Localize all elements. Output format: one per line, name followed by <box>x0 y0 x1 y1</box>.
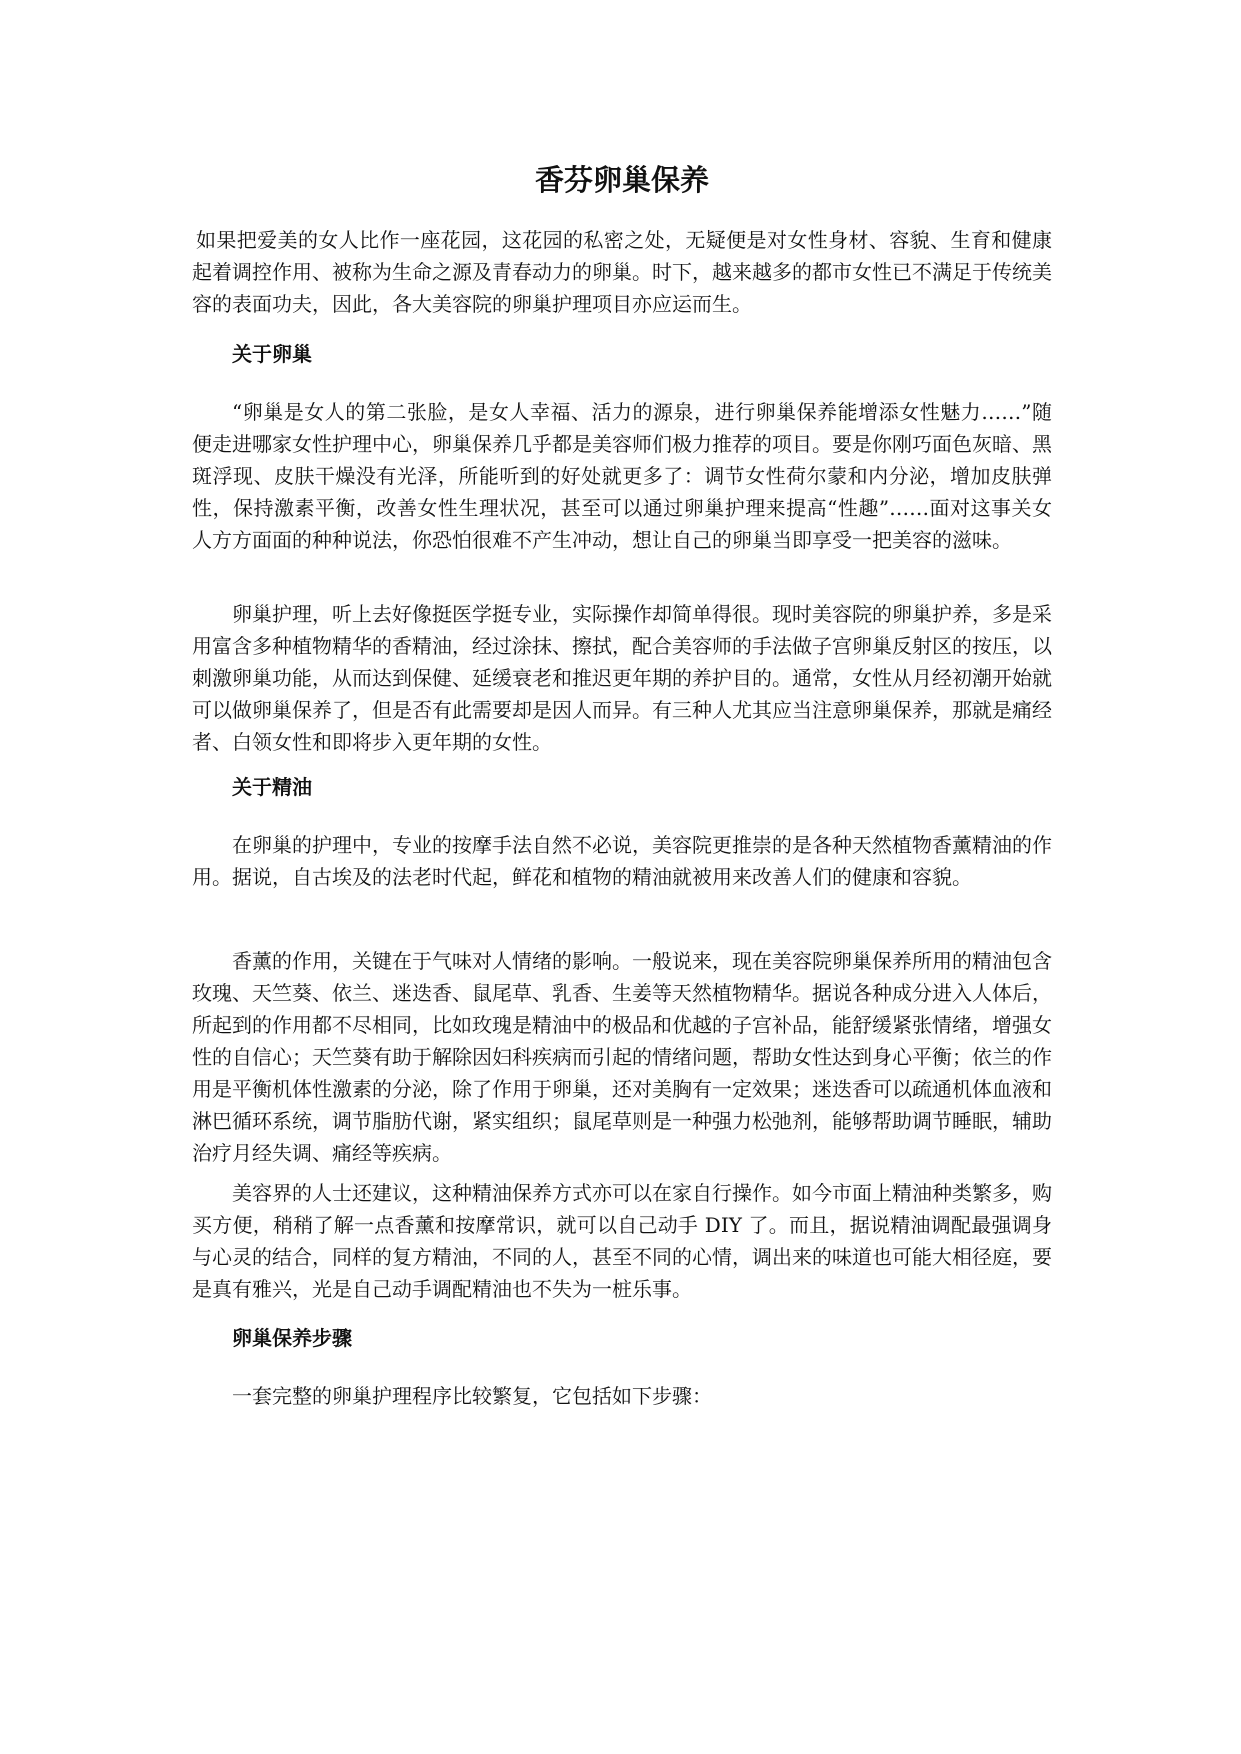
intro-paragraph: 如果把爱美的女人比作一座花园，这花园的私密之处，无疑便是对女性身材、容貌、生育和健康起着调控作用、被称为生命之源及青春动力的卵巢。时下，越来越多的都市女性已不满足于传统美容的表面功夫，因此，各大美容院的卵巢护理项目亦应运而生。 <box>192 228 1052 316</box>
document-title: 香芬卵巢保养 <box>534 163 709 197</box>
paragraph-oil-3: 美容界的人士还建议，这种精油保养方式亦可以在家自行操作。如今市面上精油种类繁多，购买方便，稍稍了解一点香薰和按摩常识，就可以自己动手 DIY 了。而且，据说精油调配最强调身与心灵的结合，同样的复方精油，不同的人，甚至不同的心情，调出来的味道也可能大相径庭，要是真有雅兴，光是自己动手调配精油也不失为一桩乐事。 <box>192 1181 1052 1301</box>
paragraph-oil-1: 在卵巢的护理中，专业的按摩手法自然不必说，美容院更推崇的是各种天然植物香薰精油的作用。据说，自古埃及的法老时代起，鲜花和植物的精油就被用来改善人们的健康和容貌。 <box>192 833 1052 889</box>
section-heading-essential-oil: 关于精油 <box>232 775 312 799</box>
paragraph-ovary-1: “卵巢是女人的第二张脸，是女人幸福、活力的源泉，进行卵巢保养能增添女性魅力……”随便走进哪家女性护理中心，卵巢保养几乎都是美容师们极力推荐的项目。要是你刚巧面色灰暗、黑斑浮现、皮肤干燥没有光泽，所能听到的好处就更多了：调节女性荷尔蒙和内分泌，增加皮肤弹性，保持激素平衡，改善女性生理状况，甚至可以通过卵巢护理来提高“性趣”……面对这事关女人方方面面的种种说法，你恐怕很难不产生冲动，想让自己的卵巢当即享受一把美容的滋味。 <box>192 400 1052 552</box>
paragraph-oil-2: 香薰的作用，关键在于气味对人情绪的影响。一般说来，现在美容院卵巢保养所用的精油包含玫瑰、天竺葵、依兰、迷迭香、鼠尾草、乳香、生姜等天然植物精华。据说各种成分进入人体后，所起到的作用都不尽相同，比如玫瑰是精油中的极品和优越的子宫补品，能舒缓紧张情绪，增强女性的自信心；天竺葵有助于解除因妇科疾病而引起的情绪问题，帮助女性达到身心平衡；依兰的作用是平衡机体性激素的分泌，除了作用于卵巢，还对美胸有一定效果；迷迭香可以疏通机体血液和淋巴循环系统，调节脂肪代谢，紧实组织；鼠尾草则是一种强力松弛剂，能够帮助调节睡眠，辅助治疗月经失调、痛经等疾病。 <box>192 949 1052 1165</box>
section-heading-steps: 卵巢保养步骤 <box>232 1326 352 1350</box>
paragraph-ovary-2: 卵巢护理，听上去好像挺医学挺专业，实际操作却简单得很。现时美容院的卵巢护养，多是采用富含多种植物精华的香精油，经过涂抹、擦拭，配合美容师的手法做子宫卵巢反射区的按压，以刺激卵巢功能，从而达到保健、延缓衰老和推迟更年期的养护目的。通常，女性从月经初潮开始就可以做卵巢保养了，但是否有此需要却是因人而异。有三种人尤其应当注意卵巢保养，那就是痛经者、白领女性和即将步入更年期的女性。 <box>192 602 1052 754</box>
section-heading-ovary: 关于卵巢 <box>232 342 312 366</box>
paragraph-steps-1: 一套完整的卵巢护理程序比较繁复，它包括如下步骤： <box>232 1384 712 1408</box>
